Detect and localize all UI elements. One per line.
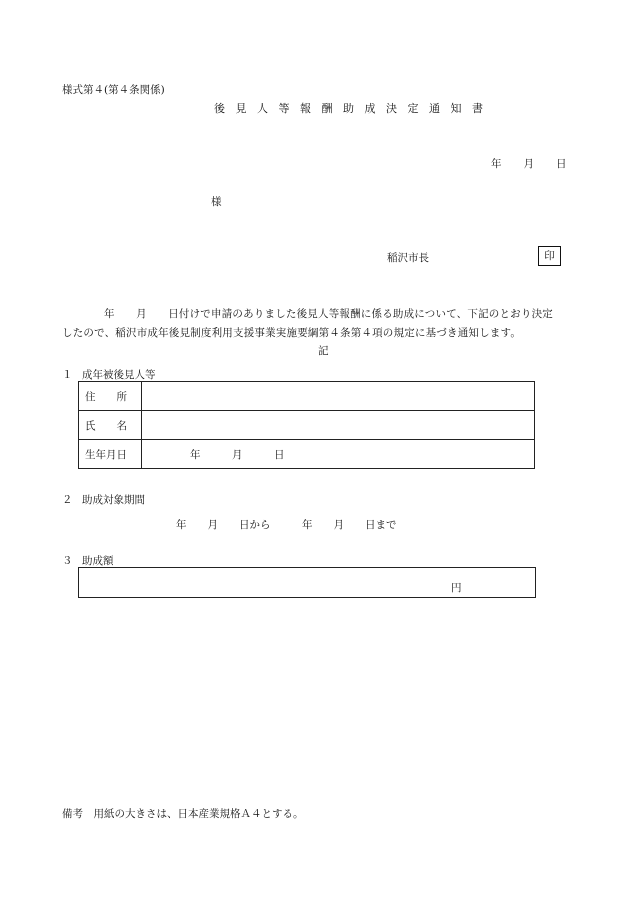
- grant-amount-box: [78, 567, 536, 598]
- ward-info-table: [78, 381, 535, 469]
- birthdate-value: [142, 440, 535, 469]
- section-2-number: ２: [62, 494, 73, 506]
- body-text-1: 年 月 日付けで申請のありました後見人等報酬に係る助成について、下記のとおり決定: [104, 308, 553, 320]
- ki-heading: 記: [318, 345, 329, 357]
- body-text-line-2: したので、稲沢市成年後見制度利用支援事業実施要綱第４条第４項の規定に基づき通知します。: [62, 327, 522, 339]
- recipient-suffix: 様: [211, 196, 222, 208]
- name-label: 氏 名: [79, 411, 142, 440]
- address-value: [142, 382, 535, 411]
- section-1-heading: [62, 367, 156, 382]
- birthdate-label: 生年月日: [79, 440, 142, 469]
- date-month: 月: [523, 158, 534, 170]
- date-year: 年: [491, 158, 502, 170]
- table-row: [79, 440, 535, 469]
- section-3-title: 助成額: [82, 555, 114, 567]
- seal-box: 印: [538, 246, 561, 266]
- grant-period: 年 月 日から 年 月 日まで: [176, 519, 397, 531]
- remarks-note: 備考 用紙の大きさは、日本産業規格Ａ４とする。: [62, 808, 304, 820]
- section-3-number: ３: [62, 555, 73, 567]
- yen-unit: 円: [451, 582, 462, 594]
- document-title: 後 見 人 等 報 酬 助 成 決 定 通 知 書: [214, 102, 487, 115]
- body-text-line-1: [62, 306, 592, 321]
- section-3-heading: [62, 553, 114, 568]
- birthdate-text: 年 月 日: [190, 448, 285, 461]
- table-row: [79, 411, 535, 440]
- address-label: 住 所: [79, 382, 142, 411]
- section-1-title: 成年被後見人等: [82, 369, 156, 381]
- table-row: [79, 382, 535, 411]
- section-2-heading: [62, 492, 145, 507]
- issue-date: [491, 156, 567, 171]
- section-2-title: 助成対象期間: [82, 494, 145, 506]
- issuer-name: 稲沢市長: [387, 252, 429, 264]
- date-day: 日: [556, 158, 567, 170]
- section-1-number: １: [62, 369, 73, 381]
- name-value: [142, 411, 535, 440]
- form-number: 様式第４(第４条関係): [62, 84, 165, 96]
